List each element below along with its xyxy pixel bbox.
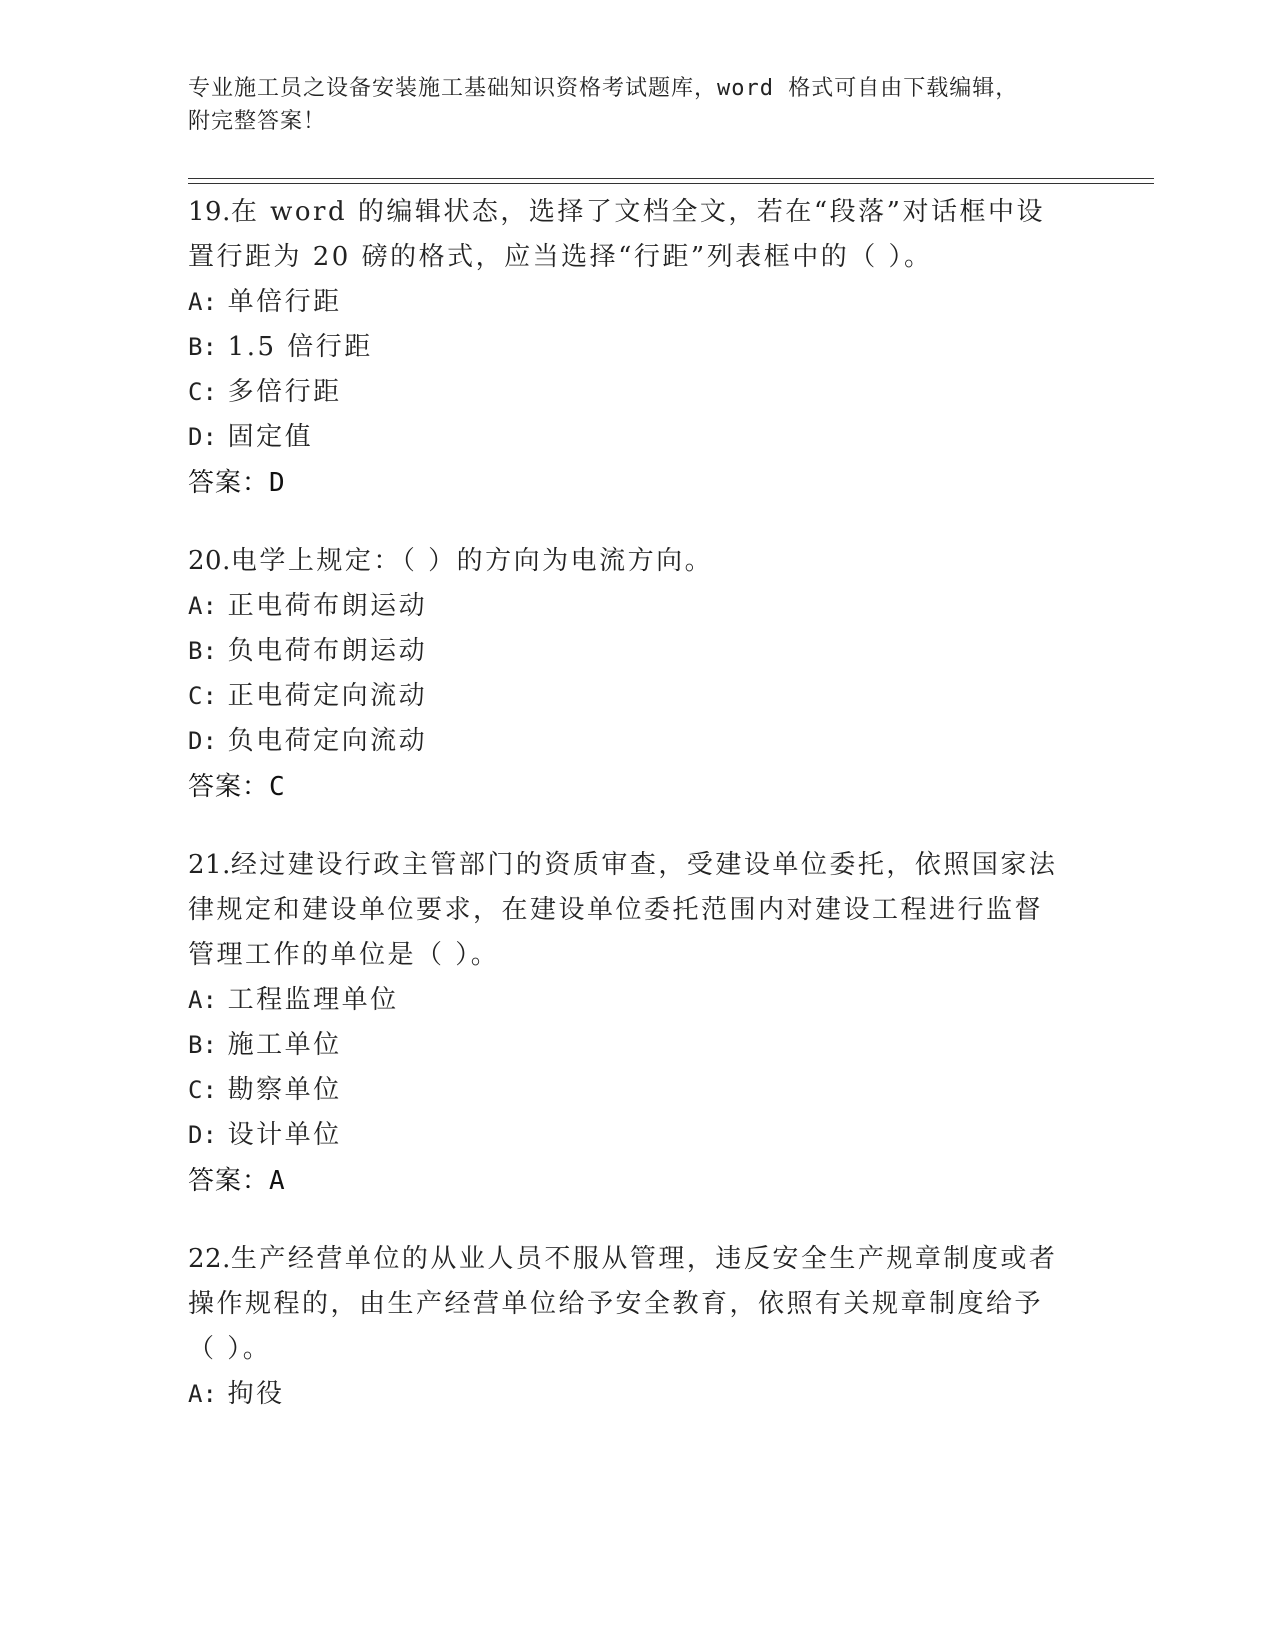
- option-text: 正电荷定向流动: [216, 681, 428, 711]
- question-line: 经过建设行政主管部门的资质审查，受建设单位委托，依照国家法: [230, 850, 1058, 880]
- option-letter: C:: [188, 682, 217, 710]
- option-letter: A:: [188, 986, 217, 1014]
- header-note: [188, 72, 1088, 138]
- answer-value: D: [269, 468, 286, 498]
- option-b: [188, 629, 1088, 674]
- option-letter: C:: [188, 378, 217, 406]
- option-a: [188, 584, 1088, 629]
- option-c: [188, 674, 1088, 719]
- question-line: 生产经营单位的从业人员不服从管理，违反安全生产规章制度或者: [230, 1244, 1058, 1274]
- header-line-2: 附完整答案！: [188, 109, 327, 134]
- option-letter: B:: [188, 333, 217, 361]
- option-letter: C:: [188, 1076, 217, 1104]
- question-line: 管理工作的单位是（ ）。: [188, 940, 500, 970]
- question-line: 在 word 的编辑状态，选择了文档全文，若在“段落”对话框中设: [230, 197, 1045, 227]
- option-letter: A:: [188, 288, 217, 316]
- option-d: [188, 719, 1088, 764]
- answer-value: C: [269, 772, 286, 802]
- option-text: 工程监理单位: [216, 985, 399, 1015]
- header-rule-top: [188, 178, 1154, 179]
- answer-label: 答案：: [188, 772, 270, 802]
- question-list: [188, 190, 1088, 1450]
- option-text: 负电荷布朗运动: [216, 636, 428, 666]
- question-19: [188, 190, 1088, 506]
- answer: [188, 1158, 1088, 1204]
- question-number: 21.: [188, 850, 231, 880]
- question-line: （ ）。: [188, 1334, 272, 1364]
- question-text: [188, 539, 1088, 584]
- option-text: 勘察单位: [216, 1075, 342, 1105]
- option-letter: D:: [188, 727, 217, 755]
- question-20: [188, 539, 1088, 810]
- option-b: [188, 1023, 1088, 1068]
- question-text: [188, 1237, 1088, 1282]
- header-line-1: 专业施工员之设备安装施工基础知识资格考试题库，word 格式可自由下载编辑，: [188, 76, 1019, 101]
- question-line: 置行距为 20 磅的格式，应当选择“行距”列表框中的（ ）。: [188, 242, 933, 272]
- answer-label: 答案：: [188, 468, 270, 498]
- question-line: 律规定和建设单位要求，在建设单位委托范围内对建设工程进行监督: [188, 895, 1044, 925]
- option-text: 单倍行距: [216, 287, 342, 317]
- option-a: [188, 978, 1088, 1023]
- option-text: 施工单位: [216, 1030, 342, 1060]
- option-letter: A:: [188, 592, 217, 620]
- option-text: 负电荷定向流动: [216, 726, 428, 756]
- question-number: 22.: [188, 1244, 231, 1274]
- option-letter: B:: [188, 637, 217, 665]
- option-a: [188, 280, 1088, 325]
- option-d: [188, 1113, 1088, 1158]
- option-d: [188, 415, 1088, 460]
- answer-label: 答案：: [188, 1166, 270, 1196]
- question-22: [188, 1237, 1088, 1417]
- option-c: [188, 370, 1088, 415]
- answer: [188, 460, 1088, 506]
- option-text: 拘役: [216, 1379, 285, 1409]
- option-c: [188, 1068, 1088, 1113]
- option-letter: D:: [188, 1121, 217, 1149]
- option-a: [188, 1372, 1088, 1417]
- header-rule-bottom: [188, 183, 1154, 184]
- option-letter: D:: [188, 423, 217, 451]
- answer: [188, 764, 1088, 810]
- question-text: [188, 843, 1088, 888]
- option-text: 设计单位: [216, 1120, 342, 1150]
- option-b: [188, 325, 1088, 370]
- option-text: 1.5 倍行距: [216, 332, 373, 362]
- option-text: 固定值: [216, 422, 314, 452]
- question-21: [188, 843, 1088, 1204]
- option-letter: A:: [188, 1380, 217, 1408]
- question-text: [188, 190, 1088, 235]
- question-number: 20.: [188, 546, 231, 576]
- answer-value: A: [269, 1166, 286, 1196]
- question-number: 19.: [188, 197, 231, 227]
- option-letter: B:: [188, 1031, 217, 1059]
- question-line: 电学上规定：（ ）的方向为电流方向。: [230, 546, 714, 576]
- option-text: 多倍行距: [216, 377, 342, 407]
- question-line: 操作规程的，由生产经营单位给予安全教育，依照有关规章制度给予: [188, 1289, 1044, 1319]
- option-text: 正电荷布朗运动: [216, 591, 428, 621]
